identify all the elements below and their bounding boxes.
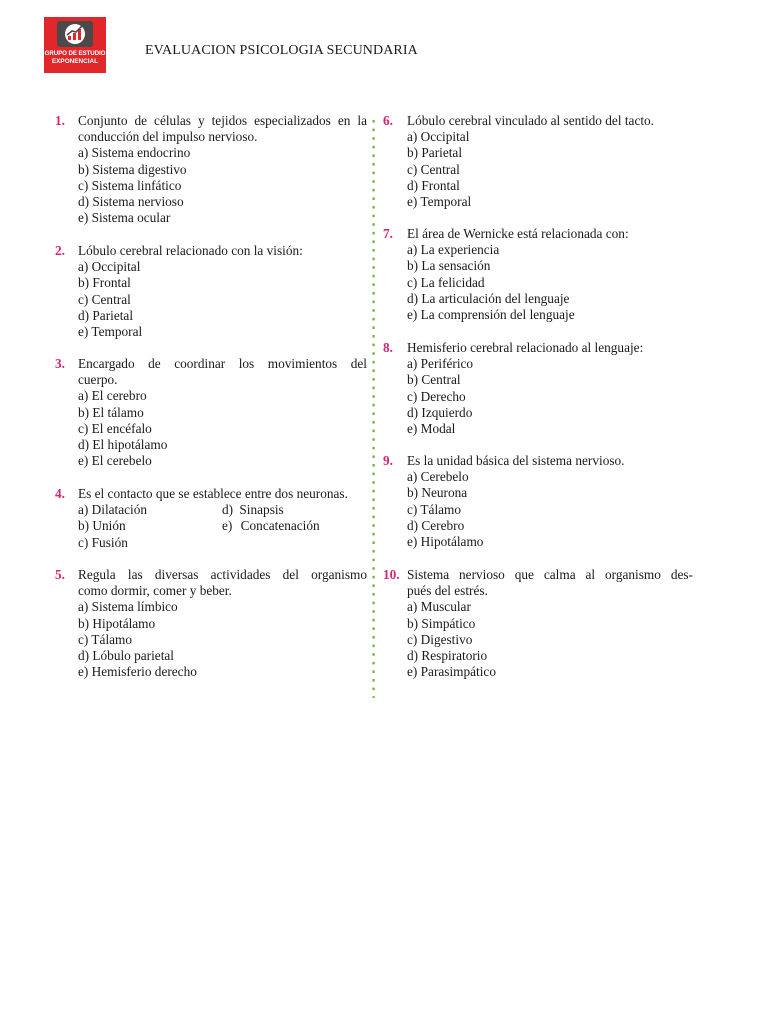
divider-dot xyxy=(373,387,375,390)
divider-dot xyxy=(373,137,375,140)
answer-option: a) Muscular xyxy=(407,599,471,615)
divider-dot xyxy=(373,189,375,192)
answer-option: b) Unión xyxy=(78,518,126,534)
answer-option: a) Cerebelo xyxy=(407,469,469,485)
logo-line-2: EXPONENCIAL xyxy=(51,58,99,65)
answer-option: d) La articulación del lenguaje xyxy=(407,290,570,306)
answer-option: b) Parietal xyxy=(407,145,463,161)
question-number: 1. xyxy=(55,113,65,128)
divider-dot xyxy=(373,395,375,398)
divider-dot xyxy=(373,120,375,123)
divider-dot xyxy=(373,679,375,682)
divider-dot xyxy=(373,146,375,149)
divider-dot xyxy=(373,197,375,200)
divider-dot xyxy=(373,172,375,175)
divider-dot xyxy=(373,223,375,226)
question-text: pués del estrés. xyxy=(407,583,488,599)
question-number: 9. xyxy=(383,453,393,468)
logo-line-1: GRUPO DE ESTUDIO xyxy=(44,50,106,57)
divider-dot xyxy=(373,473,375,476)
question-number: 6. xyxy=(383,113,393,128)
question-text: Es el contacto que se establece entre dos neuronas. xyxy=(78,486,348,501)
divider-dot xyxy=(373,688,375,691)
answer-option: c) Tálamo xyxy=(78,631,133,647)
question-2 xyxy=(55,243,367,340)
answer-option: c) Fusión xyxy=(78,534,128,550)
answer-option: e) Temporal xyxy=(407,194,472,210)
rising-chart-icon xyxy=(44,17,106,51)
divider-dot xyxy=(373,240,375,243)
divider-dot xyxy=(373,533,375,536)
answer-option: d) Parietal xyxy=(78,307,134,323)
divider-dot xyxy=(373,455,375,458)
question-text: como dormir, comer y beber. xyxy=(78,583,232,599)
question-text: cuerpo. xyxy=(78,372,118,388)
question-number: 4. xyxy=(55,486,65,501)
divider-dot xyxy=(373,309,375,312)
divider-dot xyxy=(373,576,375,579)
logo xyxy=(44,17,106,73)
divider-dot xyxy=(373,154,375,157)
question-text: Hemisferio cerebral relacionado al lenguaje: xyxy=(407,340,644,355)
divider-dot xyxy=(373,447,375,450)
divider-dot xyxy=(373,369,375,372)
answer-option: d) Frontal xyxy=(407,177,460,193)
divider-dot xyxy=(373,404,375,407)
divider-dot xyxy=(373,619,375,622)
answer-option: d) Sinapsis xyxy=(222,502,284,518)
answer-option: e) El cerebelo xyxy=(78,453,152,469)
question-text: Encargado de coordinar los movimientos del xyxy=(78,356,367,371)
question-number: 3. xyxy=(55,356,65,371)
divider-dot xyxy=(373,206,375,209)
divider-dot xyxy=(373,653,375,656)
divider-dot xyxy=(373,301,375,304)
divider-dot xyxy=(373,481,375,484)
answer-option: c) Derecho xyxy=(407,388,466,404)
answer-option: c) Tálamo xyxy=(407,501,462,517)
question-text: El área de Wernicke está relacionada con: xyxy=(407,226,629,241)
question-4 xyxy=(55,486,367,551)
divider-dot xyxy=(373,490,375,493)
question-8 xyxy=(383,340,693,437)
question-3 xyxy=(55,356,367,469)
divider-dot xyxy=(373,498,375,501)
divider-dot xyxy=(373,180,375,183)
divider-dot xyxy=(373,318,375,321)
answer-option: a) La experiencia xyxy=(407,242,500,258)
divider-dot xyxy=(373,361,375,364)
answer-option: c) Digestivo xyxy=(407,631,473,647)
divider-dot xyxy=(373,593,375,596)
answer-option: e) Parasimpático xyxy=(407,664,496,680)
answer-option: b) Hipotálamo xyxy=(78,615,156,631)
answer-option: c) El encéfalo xyxy=(78,420,152,436)
divider-dot xyxy=(373,275,375,278)
answer-option: e) Hipotálamo xyxy=(407,534,484,550)
divider-dot xyxy=(373,516,375,519)
divider-dot xyxy=(373,627,375,630)
divider-dot xyxy=(373,550,375,553)
divider-dot xyxy=(373,430,375,433)
answer-option: e) Hemisferio derecho xyxy=(78,664,197,680)
question-text: Sistema nervioso que calma al organismo des- xyxy=(407,567,693,582)
answer-option: c) La felicidad xyxy=(407,274,485,290)
question-7 xyxy=(383,226,693,323)
answer-option: b) Neurona xyxy=(407,485,468,501)
answer-option: e) La comprensión del lenguaje xyxy=(407,307,575,323)
answer-option: e) Modal xyxy=(407,421,456,437)
divider-dot xyxy=(373,129,375,132)
question-number: 5. xyxy=(55,567,65,582)
divider-dot xyxy=(373,645,375,648)
answer-option: a) Occipital xyxy=(407,129,470,145)
divider-dot xyxy=(373,378,375,381)
answer-option: d) Sistema nervioso xyxy=(78,194,184,210)
divider-dot xyxy=(373,662,375,665)
answer-option: e) Concatenación xyxy=(222,518,320,534)
divider-dot xyxy=(373,232,375,235)
question-text: Es la unidad básica del sistema nervioso. xyxy=(407,453,625,468)
question-text: Conjunto de células y tejidos especializados en la xyxy=(78,113,367,128)
question-6 xyxy=(383,113,693,210)
page-title: EVALUACION PSICOLOGIA SECUNDARIA xyxy=(145,43,418,58)
answer-option: c) Central xyxy=(407,161,460,177)
answer-option: b) Simpático xyxy=(407,615,476,631)
answer-option: d) Cerebro xyxy=(407,517,465,533)
divider-dot xyxy=(373,507,375,510)
answer-option: c) Central xyxy=(78,291,131,307)
answer-option: a) Sistema endocrino xyxy=(78,145,191,161)
divider-dot xyxy=(373,610,375,613)
divider-dot xyxy=(373,352,375,355)
answer-option: b) Central xyxy=(407,372,461,388)
divider-dot xyxy=(373,283,375,286)
question-number: 10. xyxy=(383,567,400,582)
answer-option: b) La sensación xyxy=(407,258,491,274)
answer-option: d) El hipotálamo xyxy=(78,437,168,453)
answer-option: b) El tálamo xyxy=(78,404,144,420)
divider-dot xyxy=(373,438,375,441)
divider-dot xyxy=(373,602,375,605)
answer-option: e) Sistema ocular xyxy=(78,210,171,226)
divider-dot xyxy=(373,215,375,218)
divider-dot xyxy=(373,636,375,639)
divider-dot xyxy=(373,266,375,269)
divider-dot xyxy=(373,696,375,698)
question-5 xyxy=(55,567,367,680)
divider-dot xyxy=(373,524,375,527)
divider-dot xyxy=(373,559,375,562)
divider-dot xyxy=(373,258,375,261)
divider-dot xyxy=(373,584,375,587)
divider-dot xyxy=(373,335,375,338)
answer-option: a) Sistema límbico xyxy=(78,599,178,615)
answer-option: a) Periférico xyxy=(407,356,474,372)
question-text: Regula las diversas actividades del organismo xyxy=(78,567,367,582)
answer-option: a) Dilatación xyxy=(78,502,148,518)
answer-option: d) Lóbulo parietal xyxy=(78,648,174,664)
divider-dot xyxy=(373,163,375,166)
answer-option: b) Frontal xyxy=(78,275,131,291)
divider-dot xyxy=(373,567,375,570)
answer-option: e) Temporal xyxy=(78,324,143,340)
divider-dot xyxy=(373,326,375,329)
question-10 xyxy=(383,567,693,680)
divider-dot xyxy=(373,541,375,544)
question-1 xyxy=(55,113,367,226)
column-divider xyxy=(371,118,377,698)
question-text: Lóbulo cerebral vinculado al sentido del tacto. xyxy=(407,113,655,128)
answer-option: a) Occipital xyxy=(78,259,141,275)
divider-dot xyxy=(373,249,375,252)
question-number: 2. xyxy=(55,243,65,258)
question-9 xyxy=(383,453,693,550)
answer-option: c) Sistema linfático xyxy=(78,177,182,193)
divider-dot xyxy=(373,670,375,673)
question-number: 8. xyxy=(383,340,393,355)
divider-dot xyxy=(373,412,375,415)
divider-dot xyxy=(373,421,375,424)
answer-option: a) El cerebro xyxy=(78,388,147,404)
answer-option: d) Izquierdo xyxy=(407,404,473,420)
divider-dot xyxy=(373,292,375,295)
divider-dot xyxy=(373,464,375,467)
question-number: 7. xyxy=(383,226,393,241)
question-text: Lóbulo cerebral relacionado con la visión: xyxy=(78,243,303,258)
divider-dot xyxy=(373,344,375,347)
answer-option: b) Sistema digestivo xyxy=(78,161,187,177)
answer-option: d) Respiratorio xyxy=(407,648,488,664)
question-text: conducción del impulso nervioso. xyxy=(78,129,258,145)
